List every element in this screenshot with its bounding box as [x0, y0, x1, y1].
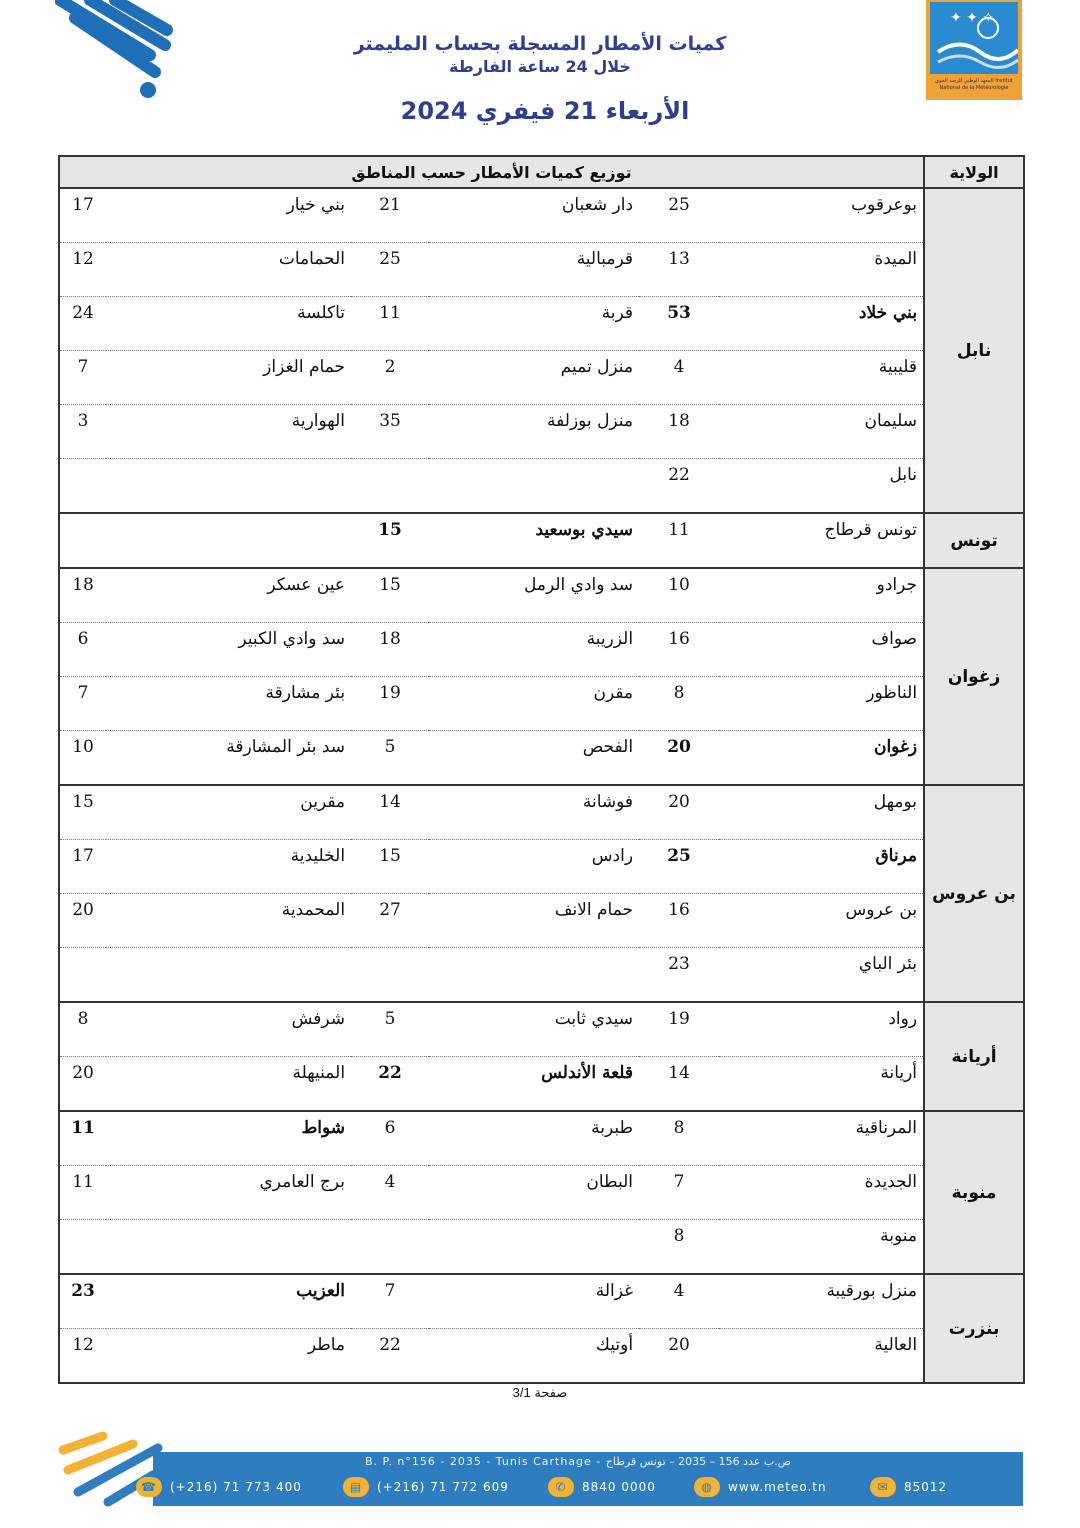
rainfall-value: 2 — [351, 351, 429, 405]
rainfall-value: 22 — [351, 1329, 429, 1384]
station-name: الزريبة — [429, 623, 639, 677]
station-name: المحمدية — [106, 894, 351, 948]
rainfall-value — [59, 459, 106, 514]
rainfall-value: 14 — [351, 785, 429, 840]
table-row — [59, 1111, 1024, 1166]
station-name: مقرين — [106, 785, 351, 840]
rainfall-value: 10 — [639, 568, 719, 623]
table-row — [59, 785, 1024, 840]
table-row — [59, 1002, 1024, 1057]
logo-text: المعهد الوطني للرصد الجوي Institut National de la Météorologie — [935, 78, 1013, 91]
rainfall-value: 27 — [351, 894, 429, 948]
rainfall-value: 7 — [59, 351, 106, 405]
table-row — [59, 731, 1024, 786]
station-name: سد وادي الرمل — [429, 568, 639, 623]
station-name: منوبة — [719, 1220, 924, 1275]
station-name: الخليدية — [106, 840, 351, 894]
station-name — [429, 459, 639, 514]
station-name: البطان — [429, 1166, 639, 1220]
rainfall-value: 20 — [59, 894, 106, 948]
rainfall-value: 11 — [351, 297, 429, 351]
station-name: أوتيك — [429, 1329, 639, 1384]
station-name: رواد — [719, 1002, 924, 1057]
rainfall-value: 5 — [351, 731, 429, 786]
governorate-name: بنزرت — [924, 1274, 1024, 1383]
rainfall-value: 16 — [639, 894, 719, 948]
rainfall-value: 16 — [639, 623, 719, 677]
distribution-header: توزيع كميات الأمطار حسب المناطق — [59, 156, 924, 188]
station-name: العزيب — [106, 1274, 351, 1329]
rainfall-value: 20 — [639, 1329, 719, 1384]
table-row — [59, 459, 1024, 514]
page-number: صفحة 3/1 — [512, 1385, 568, 1400]
rainfall-value: 4 — [639, 1274, 719, 1329]
station-name: شرفش — [106, 1002, 351, 1057]
rainfall-value: 25 — [351, 243, 429, 297]
rainfall-value: 10 — [59, 731, 106, 786]
table-row — [59, 677, 1024, 731]
rainfall-value: 15 — [351, 513, 429, 568]
table-row — [59, 894, 1024, 948]
phone-icon: ☎ — [136, 1477, 162, 1497]
rainfall-value: 18 — [639, 405, 719, 459]
rainfall-value: 11 — [59, 1111, 106, 1166]
rainfall-value: 24 — [59, 297, 106, 351]
station-name: منزل تميم — [429, 351, 639, 405]
rainfall-value: 20 — [639, 785, 719, 840]
rainfall-table — [58, 155, 1025, 1384]
table-row — [59, 351, 1024, 405]
rainfall-value: 6 — [351, 1111, 429, 1166]
station-name: الهوارية — [106, 405, 351, 459]
table-row — [59, 840, 1024, 894]
station-name: منزل بوزلفة — [429, 405, 639, 459]
station-name: مرناق — [719, 840, 924, 894]
station-name — [429, 1220, 639, 1275]
rainfall-value: 22 — [639, 459, 719, 514]
station-name: بوعرقوب — [719, 188, 924, 243]
station-name: نابل — [719, 459, 924, 514]
station-name: أريانة — [719, 1057, 924, 1112]
table-row — [59, 1274, 1024, 1329]
sms-icon: ✉ — [870, 1477, 896, 1497]
station-name: مقرن — [429, 677, 639, 731]
rainfall-value: 6 — [59, 623, 106, 677]
table-row — [59, 188, 1024, 243]
station-name: بومهل — [719, 785, 924, 840]
footer-fax: ▤ (+216) 71 772 609 — [343, 1477, 509, 1497]
station-name: منزل بورقيبة — [719, 1274, 924, 1329]
station-name: العالية — [719, 1329, 924, 1384]
station-name: بني خيار — [106, 188, 351, 243]
table-row — [59, 1220, 1024, 1275]
rainfall-value: 5 — [351, 1002, 429, 1057]
station-name: ماطر — [106, 1329, 351, 1384]
station-name: دار شعبان — [429, 188, 639, 243]
station-name: قليبية — [719, 351, 924, 405]
rainfall-value: 11 — [639, 513, 719, 568]
rainfall-value: 17 — [59, 188, 106, 243]
rainfall-value: 8 — [639, 1111, 719, 1166]
rainfall-value: 25 — [639, 188, 719, 243]
station-name — [106, 948, 351, 1003]
station-name: المرناقية — [719, 1111, 924, 1166]
table-row — [59, 948, 1024, 1003]
station-name: الحمامات — [106, 243, 351, 297]
station-name: بني خلاد — [719, 297, 924, 351]
station-name: برج العامري — [106, 1166, 351, 1220]
footer-phone: ☎ (+216) 71 773 400 — [136, 1477, 302, 1497]
rainfall-value: 19 — [639, 1002, 719, 1057]
station-name: تونس قرطاج — [719, 513, 924, 568]
rainfall-value — [59, 1220, 106, 1275]
rainfall-value: 7 — [59, 677, 106, 731]
rainfall-value: 12 — [59, 1329, 106, 1384]
phone-call-icon: ✆ — [548, 1477, 574, 1497]
station-name: جرادو — [719, 568, 924, 623]
station-name: سليمان — [719, 405, 924, 459]
table-row — [59, 297, 1024, 351]
station-name: بئر الباي — [719, 948, 924, 1003]
rainfall-value: 15 — [59, 785, 106, 840]
station-name: فوشانة — [429, 785, 639, 840]
globe-icon: ◍ — [694, 1477, 720, 1497]
page-title: كميات الأمطار المسجلة بحساب المليمتر — [353, 33, 727, 55]
governorate-name: تونس — [924, 513, 1024, 568]
governorate-name: نابل — [924, 188, 1024, 513]
rainfall-value: 13 — [639, 243, 719, 297]
station-name: بن عروس — [719, 894, 924, 948]
rainfall-value: 7 — [351, 1274, 429, 1329]
station-name: الناظور — [719, 677, 924, 731]
rainfall-value — [351, 1220, 429, 1275]
station-name: الفحص — [429, 731, 639, 786]
rainfall-value: 15 — [351, 840, 429, 894]
station-name: غزالة — [429, 1274, 639, 1329]
footer-green-number: ✆ 8840 0000 — [548, 1477, 656, 1497]
page-subtitle: خلال 24 ساعة الفارطة — [449, 57, 631, 76]
report-date: الأربعاء 21 فيفري 2024 — [400, 97, 690, 125]
station-name: شواط — [106, 1111, 351, 1166]
table-row — [59, 513, 1024, 568]
rainfall-value: 17 — [59, 840, 106, 894]
governorate-name: أريانة — [924, 1002, 1024, 1111]
station-name: الميدة — [719, 243, 924, 297]
station-name — [429, 948, 639, 1003]
station-name — [106, 1220, 351, 1275]
fax-icon: ▤ — [343, 1477, 369, 1497]
governorate-header: الولاية — [924, 156, 1024, 188]
rainfall-value: 18 — [59, 568, 106, 623]
station-name — [106, 459, 351, 514]
station-name: سد وادي الكبير — [106, 623, 351, 677]
rainfall-value: 25 — [639, 840, 719, 894]
station-name: قرمبالية — [429, 243, 639, 297]
station-name: الجديدة — [719, 1166, 924, 1220]
footer — [58, 1430, 1023, 1508]
governorate-name: بن عروس — [924, 785, 1024, 1002]
table-row — [59, 243, 1024, 297]
rainfall-value: 11 — [59, 1166, 106, 1220]
station-name: تاكلسة — [106, 297, 351, 351]
rainfall-value: 4 — [639, 351, 719, 405]
station-name: صواف — [719, 623, 924, 677]
rainfall-value: 18 — [351, 623, 429, 677]
rainfall-value: 19 — [351, 677, 429, 731]
rainfall-value: 8 — [59, 1002, 106, 1057]
station-name: رادس — [429, 840, 639, 894]
decorative-stripes — [55, 0, 175, 105]
station-name: سيدي ثابت — [429, 1002, 639, 1057]
footer-website[interactable]: ◍ www.meteo.tn — [694, 1477, 827, 1497]
station-name: قلعة الأندلس — [429, 1057, 639, 1112]
rainfall-value: 21 — [351, 188, 429, 243]
station-name: طبربة — [429, 1111, 639, 1166]
rainfall-value: 20 — [639, 731, 719, 786]
rainfall-value — [59, 513, 106, 568]
rainfall-value: 8 — [639, 1220, 719, 1275]
svg-text:✦ ✦ ✧: ✦ ✦ ✧ — [950, 10, 995, 26]
station-name — [106, 513, 351, 568]
table-row — [59, 1166, 1024, 1220]
station-name: حمام الانف — [429, 894, 639, 948]
station-name: عين عسكر — [106, 568, 351, 623]
table-row — [59, 623, 1024, 677]
table-row — [59, 568, 1024, 623]
rainfall-value: 12 — [59, 243, 106, 297]
table-row — [59, 405, 1024, 459]
rainfall-value: 8 — [639, 677, 719, 731]
station-name: سد بئر المشارقة — [106, 731, 351, 786]
rainfall-value: 3 — [59, 405, 106, 459]
rainfall-value: 20 — [59, 1057, 106, 1112]
rainfall-value: 53 — [639, 297, 719, 351]
station-name: حمام الغزاز — [106, 351, 351, 405]
governorate-name: منوبة — [924, 1111, 1024, 1274]
footer-sms: ✉ 85012 — [870, 1477, 947, 1497]
footer-address: B. P. n°156 - 2035 - Tunis Carthage - ص.ب عدد 156 – 2035 – تونس قرطاج — [364, 1455, 792, 1468]
rainfall-value: 22 — [351, 1057, 429, 1112]
rainfall-value: 7 — [639, 1166, 719, 1220]
rainfall-value — [351, 948, 429, 1003]
station-name: سيدي بوسعيد — [429, 513, 639, 568]
table-row — [59, 1329, 1024, 1384]
rainfall-value: 23 — [59, 1274, 106, 1329]
rainfall-value: 4 — [351, 1166, 429, 1220]
rainfall-value — [351, 459, 429, 514]
rainfall-value: 35 — [351, 405, 429, 459]
rainfall-value: 23 — [639, 948, 719, 1003]
station-name: بئر مشارقة — [106, 677, 351, 731]
governorate-name: زغوان — [924, 568, 1024, 785]
rainfall-value: 14 — [639, 1057, 719, 1112]
station-name: زغوان — [719, 731, 924, 786]
rainfall-value: 15 — [351, 568, 429, 623]
inm-logo — [926, 0, 1022, 100]
table-row — [59, 1057, 1024, 1112]
station-name: المنيهلة — [106, 1057, 351, 1112]
rainfall-value — [59, 948, 106, 1003]
station-name: قربة — [429, 297, 639, 351]
